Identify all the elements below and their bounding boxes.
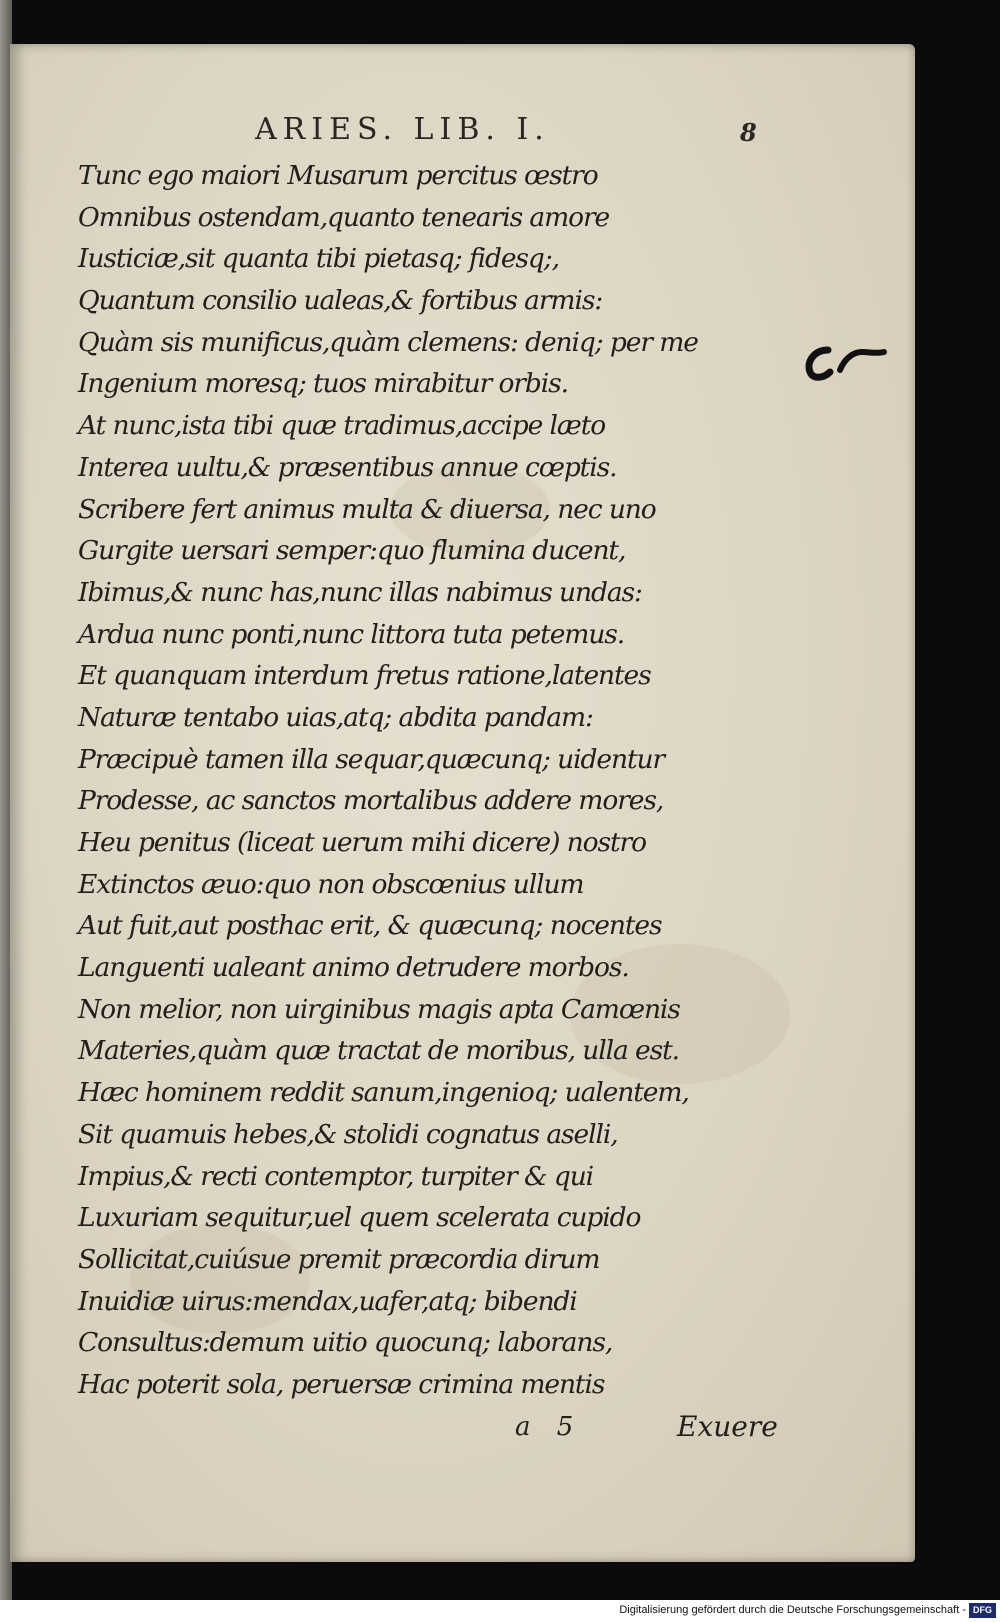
catchword: Exuere: [677, 1410, 778, 1443]
verse-line: Tunc ego maiori Musarum percitus œstro: [78, 160, 598, 191]
verse-line: Omnibus ostendam,quanto tenearis amore: [78, 201, 610, 233]
verse-text: [78, 155, 738, 1406]
running-head: ARIES. LIB. I.: [255, 112, 550, 147]
verse-line: Consultus:demum uitio quocunq; laborans,: [78, 1327, 613, 1359]
verse-line: Hac poterit sola, peruersæ crimina mentis: [78, 1368, 605, 1400]
ink-annotation-mark: [800, 340, 890, 390]
dfg-logo: DFG: [969, 1603, 996, 1618]
verse-line: Et quanquam interdum fretus ratione,latentes: [78, 660, 651, 692]
verse-line: Interea uultu,& præsentibus annue cœptis.: [78, 451, 617, 483]
verse-line: Quàm sis munificus,quàm clemens: deniq; per me: [78, 326, 698, 358]
verse-line: Ibimus,& nunc has,nunc illas nabimus undas:: [78, 576, 642, 608]
verse-line: Hæc hominem reddit sanum,ingenioq; ualentem,: [78, 1077, 689, 1109]
verse-line: Non melior, non uirginibus magis apta Camœnis: [78, 993, 680, 1025]
verse-line: Impius,& recti contemptor, turpiter & qui: [78, 1160, 594, 1192]
verse-line: At nunc,ista tibi quæ tradimus,accipe læto: [78, 410, 606, 442]
verse-line: Ingenium moresq; tuos mirabitur orbis.: [78, 368, 568, 400]
verse-line: Præcipuè tamen illa sequar,quæcunq; uidentur: [78, 743, 665, 775]
signature-mark: a 5: [515, 1412, 574, 1442]
verse-line: Inuidiæ uirus:mendax,uafer,atq; bibendi: [78, 1285, 577, 1317]
verse-line: Gurgite uersari semper:quo flumina ducent,: [78, 535, 626, 567]
verse-line: Extinctos æuo:quo non obscœnius ullum: [78, 868, 584, 900]
verse-line: Languenti ualeant animo detrudere morbos.: [78, 952, 629, 984]
verse-line: Naturæ tentabo uias,atq; abdita pandam:: [78, 701, 593, 733]
verse-line: Materies,quàm quæ tractat de moribus, ulla est.: [78, 1035, 680, 1067]
verse-line: Sit quamuis hebes,& stolidi cognatus aselli,: [78, 1118, 618, 1150]
verse-line: Aut fuit,aut posthac erit, & quæcunq; nocentes: [78, 910, 662, 942]
verse-line: Sollicitat,cuiúsue premit præcordia dirum: [78, 1243, 600, 1275]
verse-line: Luxuriam sequitur,uel quem scelerata cupido: [78, 1202, 641, 1234]
funding-footer: [0, 1600, 1000, 1622]
verse-line: Heu penitus (liceat uerum mihi dicere) nostro: [78, 827, 646, 858]
page-number: 8: [740, 118, 757, 147]
verse-line: Ardua nunc ponti,nunc littora tuta petemus.: [78, 618, 625, 650]
verse-line: Iusticiæ,sit quanta tibi pietasq; fidesq;,: [78, 243, 559, 275]
verse-line: Scribere fert animus multa & diuersa, nec uno: [78, 493, 656, 525]
funding-text: Digitalisierung gefördert durch die Deutsche Forschungsgemeinschaft -: [619, 1604, 966, 1616]
verse-line: Prodesse, ac sanctos mortalibus addere mores,: [78, 785, 664, 817]
verse-line: Quantum consilio ualeas,& fortibus armis:: [78, 285, 603, 317]
